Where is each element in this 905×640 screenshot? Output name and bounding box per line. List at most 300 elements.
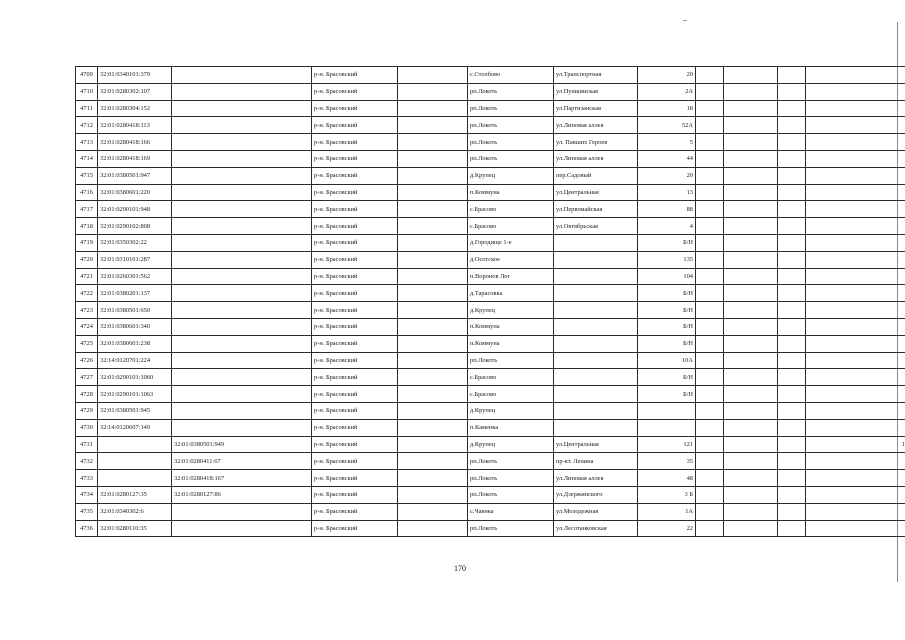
empty-cell [696,453,724,470]
table-row [76,83,905,100]
house-number-cell: 13 [638,184,696,201]
district-cell: р-н. Брасовский [312,436,398,453]
registry-body [76,67,905,537]
empty-cell [696,386,724,403]
table-row [76,486,905,503]
table-row [76,134,905,151]
empty-cell [398,218,468,235]
row-number-cell: 4722 [76,285,98,302]
cadastral-parent-cell: 32:01:0280127:86 [172,486,312,503]
district-cell: р-н. Брасовский [312,251,398,268]
row-number-cell: 4720 [76,251,98,268]
empty-cell [778,100,806,117]
cadastral-parent-cell [172,503,312,520]
district-cell: р-н. Брасовский [312,234,398,251]
cadastral-parent-cell [172,352,312,369]
cadastral-parent-cell [172,268,312,285]
note-cell [806,150,905,167]
cadastral-number-cell: 32:01:0260301:562 [98,268,172,285]
empty-cell [696,352,724,369]
locality-cell: рп.Локоть [468,83,554,100]
empty-cell [778,335,806,352]
empty-cell [778,419,806,436]
empty-cell [696,134,724,151]
cadastral-number-cell: 32:01:0380201:137 [98,285,172,302]
empty-cell [724,184,778,201]
empty-cell [724,402,778,419]
empty-cell [724,150,778,167]
cadastral-number-cell: 32:01:0380601:220 [98,184,172,201]
district-cell: р-н. Брасовский [312,520,398,537]
note-cell [806,453,905,470]
locality-cell: рп.Локоть [468,150,554,167]
empty-cell [778,234,806,251]
locality-cell: рп.Локоть [468,117,554,134]
cadastral-parent-cell [172,285,312,302]
empty-cell [778,453,806,470]
cadastral-number-cell: 32:01:0290102:808 [98,218,172,235]
cadastral-parent-cell [172,150,312,167]
empty-cell [724,167,778,184]
note-cell [806,318,905,335]
table-row [76,453,905,470]
row-number-cell: 4732 [76,453,98,470]
cadastral-number-cell: 32:01:0280418:113 [98,117,172,134]
empty-cell [398,520,468,537]
district-cell: р-н. Брасовский [312,150,398,167]
empty-cell [778,83,806,100]
empty-cell [724,218,778,235]
empty-cell [398,100,468,117]
note-cell [806,470,905,487]
street-cell [554,402,638,419]
empty-cell [724,302,778,319]
cadastral-parent-cell [172,520,312,537]
locality-cell: п.Коммуна [468,184,554,201]
row-number-cell: 4727 [76,369,98,386]
empty-cell [696,167,724,184]
cadastral-number-cell: 32:01:0380601:238 [98,335,172,352]
empty-cell [696,184,724,201]
cadastral-number-cell: 32:01:0280110:35 [98,520,172,537]
street-cell: ул.Первомайская [554,201,638,218]
note-cell [806,67,905,84]
note-cell [806,335,905,352]
empty-cell [724,470,778,487]
empty-cell [724,369,778,386]
cadastral-parent-cell [172,419,312,436]
house-number-cell: 135 [638,251,696,268]
street-cell: ул.Центральная [554,184,638,201]
house-number-cell: 5 [638,134,696,151]
house-number-cell: 121 [638,436,696,453]
district-cell: р-н. Брасовский [312,419,398,436]
empty-cell [778,386,806,403]
street-cell: ул.Октябрьская [554,218,638,235]
empty-cell [398,419,468,436]
row-number-cell: 4731 [76,436,98,453]
cadastral-parent-cell [172,302,312,319]
locality-cell: с.Чаянка [468,503,554,520]
cadastral-parent-cell [172,134,312,151]
locality-cell: с.Брасово [468,218,554,235]
row-number-cell: 4730 [76,419,98,436]
cadastral-parent-cell [172,234,312,251]
note-cell [806,201,905,218]
street-cell [554,318,638,335]
empty-cell [778,184,806,201]
row-number-cell: 4735 [76,503,98,520]
row-number-cell: 4709 [76,67,98,84]
street-cell: ул.Молодежная [554,503,638,520]
table-row [76,369,905,386]
district-cell: р-н. Брасовский [312,201,398,218]
street-cell: ул.Лесотанковская [554,520,638,537]
row-number-cell: 4715 [76,167,98,184]
empty-cell [696,335,724,352]
row-number-cell: 4724 [76,318,98,335]
district-cell: р-н. Брасовский [312,83,398,100]
note-cell [806,167,905,184]
note-cell [806,520,905,537]
street-cell [554,335,638,352]
empty-cell [398,268,468,285]
table-row [76,436,905,453]
cadastral-parent-cell: 32:01:0380501:949 [172,436,312,453]
cadastral-parent-cell [172,83,312,100]
table-row [76,268,905,285]
street-cell [554,234,638,251]
cadastral-number-cell: 32:01:0350302:22 [98,234,172,251]
empty-cell [724,386,778,403]
empty-cell [696,67,724,84]
empty-cell [696,201,724,218]
empty-cell [778,201,806,218]
empty-cell [724,318,778,335]
note-cell [806,285,905,302]
empty-cell [778,470,806,487]
cadastral-number-cell: 32:01:0310101:287 [98,251,172,268]
cadastral-number-cell: 32:01:0340101:379 [98,67,172,84]
district-cell: р-н. Брасовский [312,386,398,403]
table-row [76,352,905,369]
empty-cell [696,470,724,487]
district-cell: р-н. Брасовский [312,486,398,503]
empty-cell [696,117,724,134]
cadastral-number-cell: 32:01:0280418:166 [98,134,172,151]
empty-cell [696,218,724,235]
empty-cell [778,352,806,369]
district-cell: р-н. Брасовский [312,302,398,319]
empty-cell [724,117,778,134]
empty-cell [398,386,468,403]
empty-cell [398,436,468,453]
house-number-cell: 18 [638,100,696,117]
empty-cell [398,318,468,335]
empty-cell [696,234,724,251]
street-cell: ул.Партизанская [554,100,638,117]
table-row [76,117,905,134]
district-cell: р-н. Брасовский [312,402,398,419]
empty-cell [696,436,724,453]
street-cell [554,302,638,319]
street-cell [554,369,638,386]
house-number-cell: 22 [638,520,696,537]
street-cell [554,386,638,403]
row-number-cell: 4734 [76,486,98,503]
note-cell [806,251,905,268]
cadastral-parent-cell: 32:01:0280418:167 [172,470,312,487]
row-number-cell: 4719 [76,234,98,251]
note-cell [806,503,905,520]
locality-cell: п.Каменка [468,419,554,436]
empty-cell [724,453,778,470]
empty-cell [398,201,468,218]
empty-cell [696,520,724,537]
street-cell [554,419,638,436]
empty-cell [778,285,806,302]
cadastral-parent-cell [172,402,312,419]
street-cell: ул. Павших Героев [554,134,638,151]
row-number-cell: 4716 [76,184,98,201]
street-cell: пр-кт. Ленина [554,453,638,470]
district-cell: р-н. Брасовский [312,167,398,184]
row-number-cell: 4728 [76,386,98,403]
table-row [76,386,905,403]
locality-cell: рп.Локоть [468,134,554,151]
empty-cell [778,150,806,167]
locality-cell: д.Крупец [468,302,554,319]
row-number-cell: 4736 [76,520,98,537]
empty-cell [778,218,806,235]
cadastral-parent-cell [172,369,312,386]
cadastral-number-cell: 32:01:0380601:340 [98,318,172,335]
cadastral-parent-cell [172,318,312,335]
house-number-cell: 35 [638,453,696,470]
empty-cell [724,436,778,453]
district-cell: р-н. Брасовский [312,470,398,487]
table-row [76,503,905,520]
cadastral-parent-cell [172,167,312,184]
row-number-cell: 4726 [76,352,98,369]
empty-cell [724,503,778,520]
empty-cell [724,251,778,268]
empty-cell [398,83,468,100]
district-cell: р-н. Брасовский [312,67,398,84]
row-number-cell: 4721 [76,268,98,285]
empty-cell [724,285,778,302]
street-cell [554,352,638,369]
cadastral-parent-cell [172,67,312,84]
district-cell: р-н. Брасовский [312,134,398,151]
empty-cell [724,201,778,218]
cadastral-parent-cell [172,117,312,134]
cadastral-parent-cell [172,100,312,117]
cadastral-number-cell [98,453,172,470]
row-number-cell: 4712 [76,117,98,134]
house-number-cell: Б/Н [638,335,696,352]
empty-cell [778,318,806,335]
empty-cell [398,352,468,369]
locality-cell: рп.Локоть [468,100,554,117]
locality-cell: рп.Локоть [468,486,554,503]
empty-cell [778,302,806,319]
house-number-cell: 44 [638,150,696,167]
empty-cell [778,251,806,268]
empty-cell [696,83,724,100]
empty-cell [696,285,724,302]
cadastral-number-cell: 32:01:0380501:945 [98,402,172,419]
house-number-cell: 20 [638,167,696,184]
empty-cell [696,150,724,167]
house-number-cell: 4 [638,218,696,235]
district-cell: р-н. Брасовский [312,369,398,386]
house-number-cell: Б/Н [638,234,696,251]
empty-cell [696,486,724,503]
empty-cell [778,503,806,520]
empty-cell [696,302,724,319]
empty-cell [398,470,468,487]
cadastral-number-cell: 32:14:0120701:224 [98,352,172,369]
empty-cell [398,302,468,319]
locality-cell: п.Коммуна [468,318,554,335]
district-cell: р-н. Брасовский [312,218,398,235]
page-number: 170 [454,564,466,573]
cadastral-number-cell: 32:01:0290101:948 [98,201,172,218]
empty-cell [398,335,468,352]
note-cell [806,486,905,503]
locality-cell: рп.Локоть [468,352,554,369]
house-number-cell: 48 [638,470,696,487]
house-number-cell: Б/Н [638,386,696,403]
row-number-cell: 4729 [76,402,98,419]
row-number-cell: 4717 [76,201,98,218]
note-cell [806,268,905,285]
row-number-cell: 4733 [76,470,98,487]
empty-cell [696,318,724,335]
empty-cell [398,402,468,419]
empty-cell [696,369,724,386]
street-cell: ул.Липовая аллея [554,150,638,167]
locality-cell: д.Осотское [468,251,554,268]
note-cell [806,234,905,251]
row-number-cell: 4710 [76,83,98,100]
house-number-cell [638,419,696,436]
empty-cell [398,503,468,520]
empty-cell [778,117,806,134]
note-cell: 1 [806,436,905,453]
cadastral-parent-cell [172,201,312,218]
row-number-cell: 4714 [76,150,98,167]
table-row [76,470,905,487]
district-cell: р-н. Брасовский [312,352,398,369]
house-number-cell: 3 Б [638,486,696,503]
table-row [76,201,905,218]
house-number-cell: 1А [638,503,696,520]
note-cell [806,184,905,201]
locality-cell: с.Брасово [468,369,554,386]
cadastral-parent-cell [172,218,312,235]
empty-cell [696,268,724,285]
locality-cell: с.Брасово [468,201,554,218]
empty-cell [724,419,778,436]
empty-cell [398,167,468,184]
note-cell [806,352,905,369]
street-cell: ул.Липовая аллея [554,470,638,487]
cadastral-parent-cell [172,386,312,403]
street-cell [554,285,638,302]
empty-cell [778,520,806,537]
empty-cell [778,134,806,151]
house-number-cell: 10А [638,352,696,369]
note-cell [806,369,905,386]
note-cell [806,302,905,319]
house-number-cell [638,402,696,419]
cadastral-parent-cell [172,184,312,201]
house-number-cell: Б/Н [638,302,696,319]
house-number-cell: 20 [638,67,696,84]
table-row [76,234,905,251]
note-cell [806,402,905,419]
empty-cell [778,167,806,184]
locality-cell: рп.Локоть [468,453,554,470]
empty-cell [778,268,806,285]
empty-cell [778,436,806,453]
table-row [76,520,905,537]
locality-cell: рп.Локоть [468,470,554,487]
empty-cell [398,486,468,503]
locality-cell: п.Воронов Лог [468,268,554,285]
house-number-cell: Б/Н [638,285,696,302]
empty-cell [398,117,468,134]
table-row [76,402,905,419]
cadastral-parent-cell [172,335,312,352]
note-cell [806,134,905,151]
district-cell: р-н. Брасовский [312,100,398,117]
row-number-cell: 4713 [76,134,98,151]
locality-cell: д.Тарасовка [468,285,554,302]
house-number-cell: 2А [638,83,696,100]
empty-cell [696,419,724,436]
table-row [76,419,905,436]
row-number-cell: 4723 [76,302,98,319]
empty-cell [724,100,778,117]
street-cell: ул.Липовая аллея [554,117,638,134]
street-cell: ул.Пушкинская [554,83,638,100]
note-cell [806,117,905,134]
table-row [76,67,905,84]
cadastral-number-cell: 32:01:0280127:35 [98,486,172,503]
empty-cell [398,67,468,84]
table-row [76,335,905,352]
empty-cell [778,67,806,84]
empty-cell [724,234,778,251]
house-number-cell: 104 [638,268,696,285]
cadastral-number-cell: 32:01:0290101:1063 [98,386,172,403]
locality-cell: рп.Локоть [468,520,554,537]
district-cell: р-н. Брасовский [312,318,398,335]
district-cell: р-н. Брасовский [312,335,398,352]
empty-cell [724,83,778,100]
table-row [76,100,905,117]
table-row [76,302,905,319]
cadastral-number-cell: 32:01:0380501:947 [98,167,172,184]
street-cell [554,268,638,285]
street-cell: ул.Дзержинского [554,486,638,503]
empty-cell [778,369,806,386]
cadastral-number-cell: 32:01:0280302:107 [98,83,172,100]
locality-cell: д.Городище 1-е [468,234,554,251]
